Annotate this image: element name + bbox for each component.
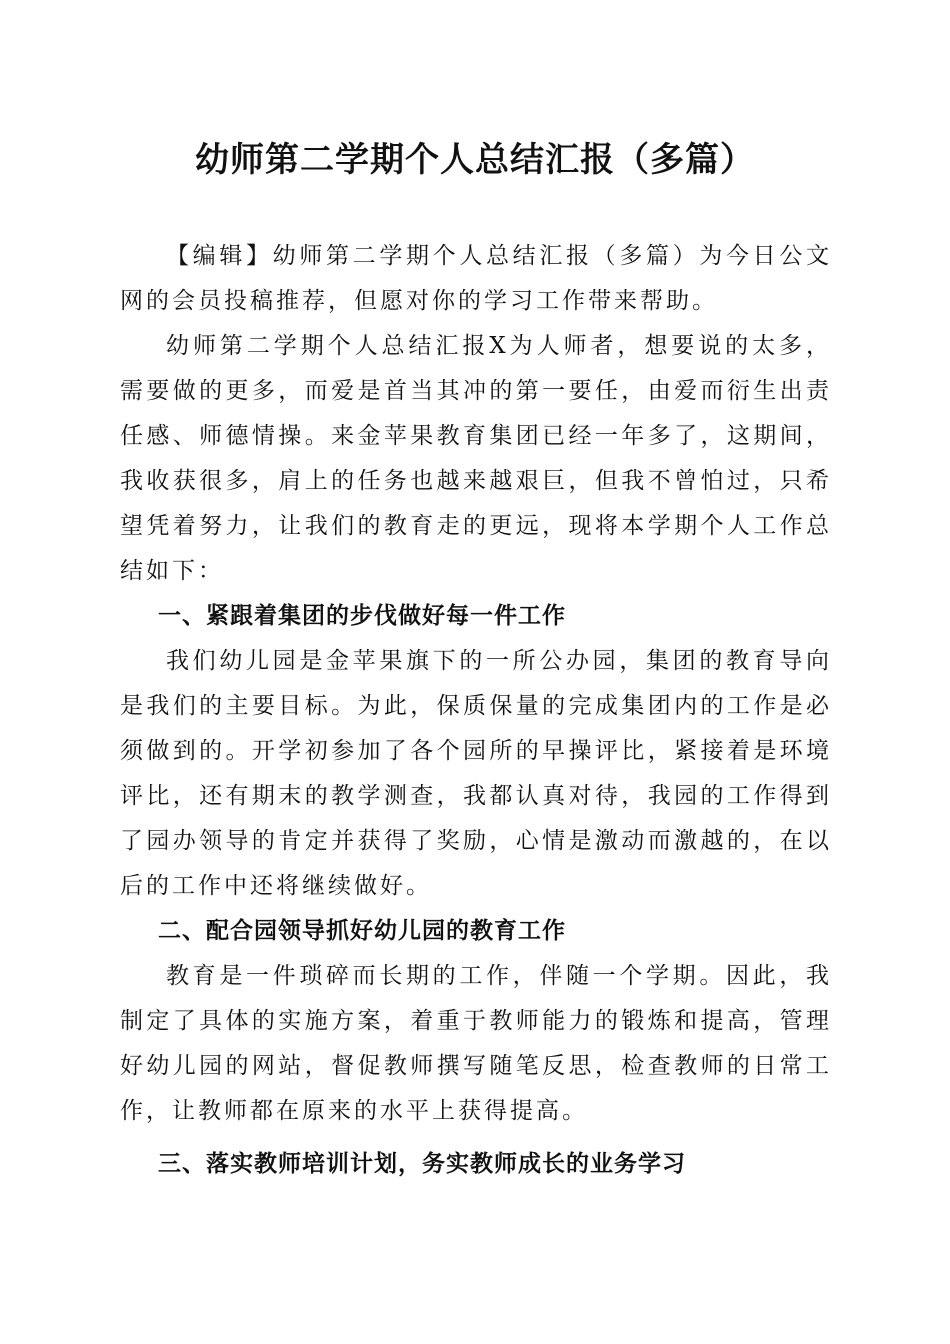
document-body bbox=[120, 234, 832, 1187]
section-text-2: 教育是一件琐碎而长期的工作，伴随一个学期。因此，我制定了具体的实施方案，着重于教师能力的锻炼和提高，管理好幼儿园的网站，督促教师撰写随笔反思，检查教师的日常工作，让教师都在原来的水平上获得提高。 bbox=[120, 963, 832, 1124]
summary-paragraph: 幼师第二学期个人总结汇报X为人师者，想要说的太多，需要做的更多，而爱是首当其冲的第一要任，由爱而衍生出责任感、师德情操。来金苹果教育集团已经一年多了，这期间，我收获很多，肩上的任务也越来越艰巨，但我不曾怕过，只希望凭着努力，让我们的教育走的更远，现将本学期个人工作总结如下： bbox=[120, 333, 832, 584]
section-heading-3: 三、落实教师培训计划，务实教师成长的业务学习 bbox=[157, 1151, 686, 1177]
section-text-1: 我们幼儿园是金苹果旗下的一所公办园，集团的教育导向是我们的主要目标。为此，保质保量的完成集团内的工作是必须做到的。开学初参加了各个园所的早操评比，紧接着是环境评比，还有期末的教学测查，我都认真对待，我园的工作得到了园办领导的肯定并获得了奖励，心情是激动而激越的，在以后的工作中还将继续做好。 bbox=[120, 648, 832, 899]
section-heading-2: 二、配合园领导抓好幼儿园的教育工作 bbox=[157, 918, 566, 944]
section-heading-1: 一、紧跟着集团的步伐做好每一件工作 bbox=[157, 603, 566, 629]
intro-paragraph: 【编辑】幼师第二学期个人总结汇报（多篇）为今日公文网的会员投稿推荐，但愿对你的学习工作带来帮助。 bbox=[120, 243, 832, 314]
document-title: 幼师第二学期个人总结汇报（多篇） bbox=[195, 140, 755, 180]
